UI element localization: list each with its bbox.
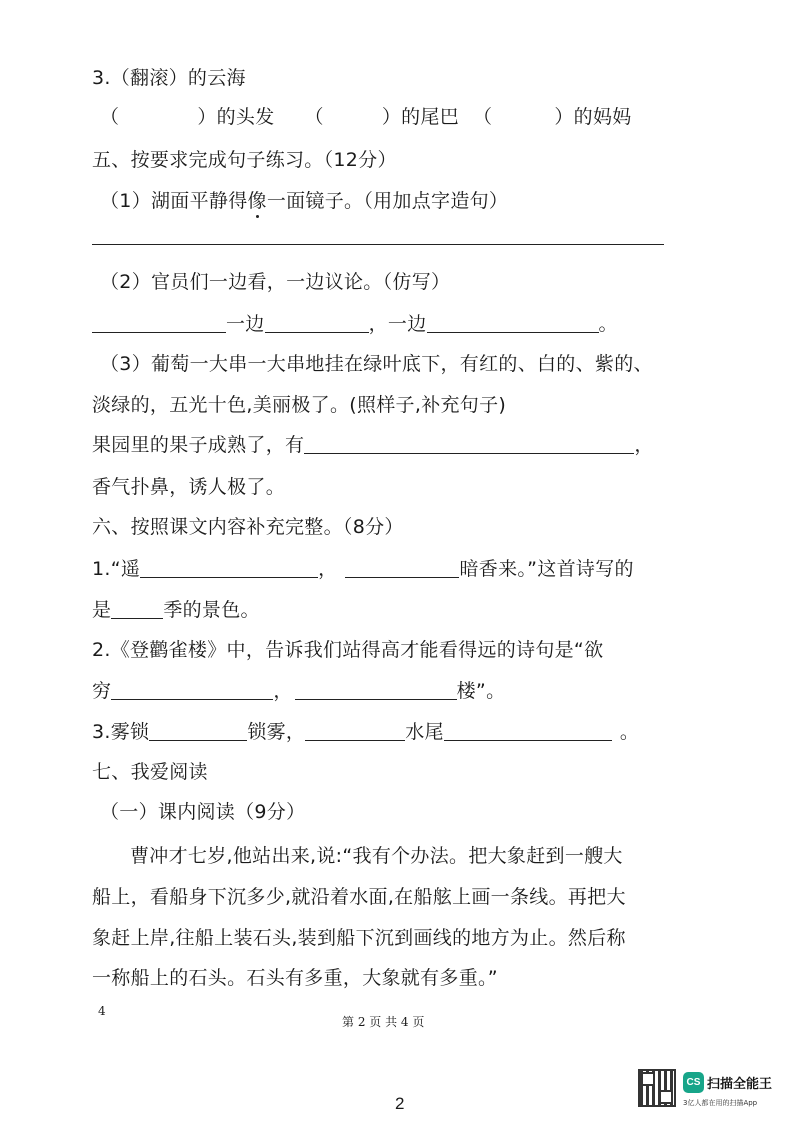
q5-s1-answer-line[interactable] bbox=[92, 244, 664, 245]
q6-item3 bbox=[92, 720, 639, 744]
q7-passage-line1: 曹冲才七岁,他站出来,说:“我有个办法。把大象赶到一艘大 bbox=[130, 845, 623, 867]
q5-heading: 五、按要求完成句子练习。（12分） bbox=[92, 149, 397, 171]
q4-item3: 3.（翻滚）的云海 bbox=[92, 67, 246, 89]
q6-i1-e: 季的景色。 bbox=[163, 599, 260, 621]
q6-i1-c: 暗香来。”这首诗写的 bbox=[459, 558, 634, 580]
q5-s1-suffix: 一面镜子。（用加点字造句） bbox=[266, 190, 509, 212]
q6-i2-a: 穷 bbox=[92, 680, 112, 702]
q6-i3-b: 锁雾， bbox=[247, 721, 306, 743]
q5-s2-blank2[interactable] bbox=[265, 312, 369, 333]
q5-s3-line1: （3）葡萄一大串一大串地挂在绿叶底下，有红的、白的、紫的、 bbox=[100, 353, 653, 375]
q6-i3-blank1[interactable] bbox=[149, 720, 247, 741]
q5-s2-fill-row bbox=[92, 312, 618, 336]
q6-i2-blank2[interactable] bbox=[295, 679, 457, 700]
q5-s1-dotted-char: 像 bbox=[247, 190, 267, 212]
q6-i2-b: ， bbox=[273, 680, 293, 702]
q5-s3-blank[interactable] bbox=[304, 433, 634, 454]
q6-heading: 六、按照课文内容补充完整。（8分） bbox=[92, 516, 404, 538]
q5-sentence2: （2）官员们一边看，一边议论。（仿写） bbox=[100, 271, 451, 293]
q6-i2-c: 楼”。 bbox=[456, 680, 506, 702]
q5-s2-blank1[interactable] bbox=[92, 312, 226, 333]
q6-i1-d: 是 bbox=[92, 599, 112, 621]
q7-heading: 七、我爱阅读 bbox=[92, 761, 208, 783]
q6-i1-blank2[interactable] bbox=[345, 557, 459, 578]
q6-item1-line2 bbox=[92, 598, 260, 622]
q5-s2-blank3[interactable] bbox=[427, 312, 599, 333]
q6-i3-blank2[interactable] bbox=[305, 720, 405, 741]
footer-page-info: 第 2 页 共 4 页 bbox=[342, 1015, 425, 1029]
q5-s3-line3-text: 果园里的果子成熟了，有 bbox=[92, 434, 305, 456]
page-number: 2 bbox=[395, 1094, 405, 1113]
scanner-app-name: 扫描全能王 bbox=[707, 1077, 773, 1092]
q7-passage-line3: 象赶上岸,往船上装石头,装到船下沉到画线的地方为止。然后称 bbox=[92, 927, 626, 949]
q6-item1-line1 bbox=[92, 557, 634, 581]
q5-s2-fill-b: ，一边 bbox=[368, 313, 427, 335]
footer-left-mark: 4 bbox=[98, 1004, 106, 1018]
q6-i1-a: 1.“遥 bbox=[92, 558, 141, 580]
q6-i1-blank1[interactable] bbox=[140, 557, 318, 578]
q4-blank3-open: （ bbox=[473, 106, 493, 128]
q6-item2-line2 bbox=[92, 679, 505, 703]
q5-s2-end: 。 bbox=[598, 313, 618, 335]
q7-passage-line2: 船上，看船身下沉多少,就沿着水面,在船舷上画一条线。再把大 bbox=[92, 886, 626, 908]
q6-i1-blank3[interactable] bbox=[111, 598, 163, 619]
q5-sentence1 bbox=[100, 189, 508, 213]
q6-i3-d: 。 bbox=[619, 721, 640, 743]
q5-s3-line4: 香气扑鼻，诱人极了。 bbox=[92, 476, 286, 498]
q4-blank1-suffix: ）的头发 bbox=[197, 106, 275, 128]
q6-i3-c: 水尾 bbox=[405, 721, 444, 743]
scanner-app-tagline: 3亿人都在用的扫描App bbox=[683, 1099, 758, 1107]
q4-blank3-suffix: ）的妈妈 bbox=[554, 106, 632, 128]
camscanner-logo-icon: CS bbox=[683, 1072, 704, 1093]
q5-s3-line3 bbox=[92, 433, 654, 457]
q5-s2-fill-a: 一边 bbox=[226, 313, 265, 335]
q4-blank-row bbox=[100, 105, 632, 129]
q6-i1-b: ， bbox=[318, 558, 338, 580]
qr-code-icon bbox=[638, 1069, 676, 1107]
q5-s3-line2: 淡绿的，五光十色,美丽极了。(照样子,补充句子) bbox=[92, 394, 507, 416]
q4-blank2-suffix: ）的尾巴 bbox=[381, 106, 460, 128]
q4-blank1-open: （ bbox=[100, 106, 120, 128]
q6-item2-line1: 2.《登鹳雀楼》中，告诉我们站得高才能看得远的诗句是“欲 bbox=[92, 639, 604, 661]
q7-subheading: （一）课内阅读（9分） bbox=[100, 801, 306, 823]
q5-s1-prefix: （1）湖面平静得 bbox=[100, 190, 248, 212]
q6-i3-a: 3.雾锁 bbox=[92, 721, 150, 743]
q4-blank2-open: （ bbox=[304, 106, 324, 128]
q5-s3-line3-end: ， bbox=[634, 434, 654, 456]
q6-i2-blank1[interactable] bbox=[111, 679, 273, 700]
q7-passage-line4: 一称船上的石头。石头有多重，大象就有多重。” bbox=[92, 967, 498, 989]
q6-i3-blank3[interactable] bbox=[444, 720, 612, 741]
